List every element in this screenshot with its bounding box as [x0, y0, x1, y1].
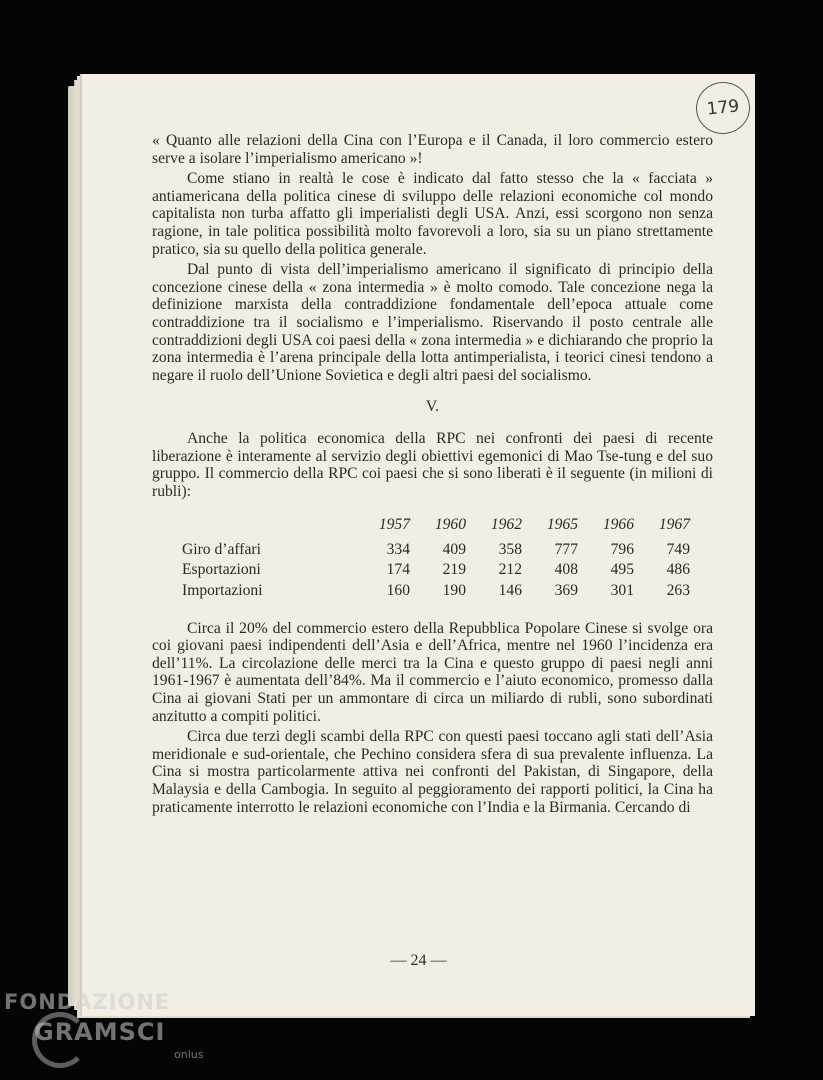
- trade-table: [182, 516, 690, 601]
- watermark-line-3: onlus: [174, 1048, 204, 1061]
- table-cell: 777: [554, 540, 578, 558]
- paragraph-after-1: Circa il 20% del commercio estero della Repubblica Popolare Cinese si svolge ora coi giovani paesi indipendenti dell’Asia e dell’Africa, mentre nel 1960 l’incidenza era dell’11%. La circolazione delle merci tra la Cina e questo gruppo di paesi negli anni 1961-1967 è aumentata dell’84%. Ma il commercio e l’aiuto economico, promesso dalla Cina ai giovani Stati per un ammontare di circa un miliardo di rubli, sono subordinati anzitutto a compiti politici.: [152, 619, 713, 725]
- table-cell: 301: [610, 582, 634, 600]
- row-label: Importazioni: [182, 582, 263, 600]
- paragraph-3: Dal punto di vista dell’imperialismo americano il significato di principio della concezione cinese della « zona intermedia » è molto comodo. Tale concezione nega la definizione marxista della contraddizione fondamentale dell’epoca attuale come contraddizione tra il socialismo e l’imperialismo. Riservando il posto centrale alle contraddizioni degli USA coi paesi della « zona intermedia » e dichiarando che proprio la zona intermedia è l’arena principale della lotta antimperialista, i teorici cinesi tendono a negare il ruolo dell’Unione Sovietica e degli altri paesi del socialismo.: [152, 261, 713, 384]
- table-cell: 409: [442, 540, 466, 558]
- watermark-line-2: GRAMSCI: [34, 1018, 166, 1046]
- table-cell: 495: [610, 561, 634, 579]
- row-label: Esportazioni: [182, 561, 261, 579]
- paragraph-after-2: Circa due terzi degli scambi della RPC con questi paesi toccano agli stati dell’Asia meridionale e sud-orientale, che Pechino considera sfera di sua prevalente influenza. La Cina si mostra particolarmente attiva nei confronti del Pakistan, di Singapore, della Malaysia e della Cambogia. In seguito al peggioramento dei rapporti politici, la Cina ha praticamente interrotto le relazioni economiche con l’India e la Birmania. Cercando di: [152, 728, 713, 816]
- handwritten-page-number: 179: [693, 79, 752, 136]
- table-cell: 160: [386, 582, 410, 600]
- table-header-row: [182, 516, 690, 540]
- table-row: [182, 560, 690, 581]
- table-cell: 190: [442, 582, 466, 600]
- table-cell: 146: [498, 582, 522, 600]
- page-footer-number: — 24 —: [390, 952, 447, 969]
- year-header: 1960: [434, 516, 466, 534]
- table-row: [182, 540, 690, 561]
- table-cell: 796: [610, 540, 634, 558]
- table-cell: 358: [498, 540, 522, 558]
- year-header: 1957: [378, 516, 410, 534]
- watermark-line-1: FONDAZIONE: [4, 990, 171, 1014]
- table-cell: 369: [554, 582, 578, 600]
- year-header: 1966: [602, 516, 634, 534]
- paragraph-intro: Anche la politica economica della RPC nei confronti dei paesi di recente liberazione è interamente al servizio degli obiettivi egemonici di Mao Tse-tung e del suo gruppo. Il commercio della RPC coi paesi che si sono liberati è il seguente (in milioni di rubli):: [152, 429, 713, 500]
- body-text: [152, 132, 713, 819]
- table-cell: 749: [666, 540, 690, 558]
- table-corner: [182, 516, 354, 540]
- table-cell: 408: [554, 561, 578, 579]
- table-cell: 219: [442, 561, 466, 579]
- section-heading: V.: [425, 398, 440, 416]
- table-cell: 486: [666, 561, 690, 579]
- paragraph-2: Come stiano in realtà le cose è indicato dal fatto stesso che la « facciata » antiamericana della politica cinese di sviluppo delle relazioni economiche col mondo capitalista non turba affatto gli imperialisti degli USA. Anzi, essi scorgono non senza ragione, in tale politica possibilità molto favorevoli a loro, sia su un piano strettamente pratico, sia su quello della politica generale.: [152, 170, 713, 258]
- year-header: 1967: [658, 516, 690, 534]
- table-row: [182, 581, 690, 602]
- year-header: 1962: [490, 516, 522, 534]
- row-label: Giro d’affari: [182, 540, 261, 558]
- paragraph-1: « Quanto alle relazioni della Cina con l’Europa e il Canada, il loro commercio estero serve a isolare l’imperialismo americano »!: [152, 132, 713, 167]
- table-cell: 263: [666, 582, 690, 600]
- table-cell: 334: [386, 540, 410, 558]
- year-header: 1965: [546, 516, 578, 534]
- table-cell: 174: [386, 561, 410, 579]
- table-cell: 212: [498, 561, 522, 579]
